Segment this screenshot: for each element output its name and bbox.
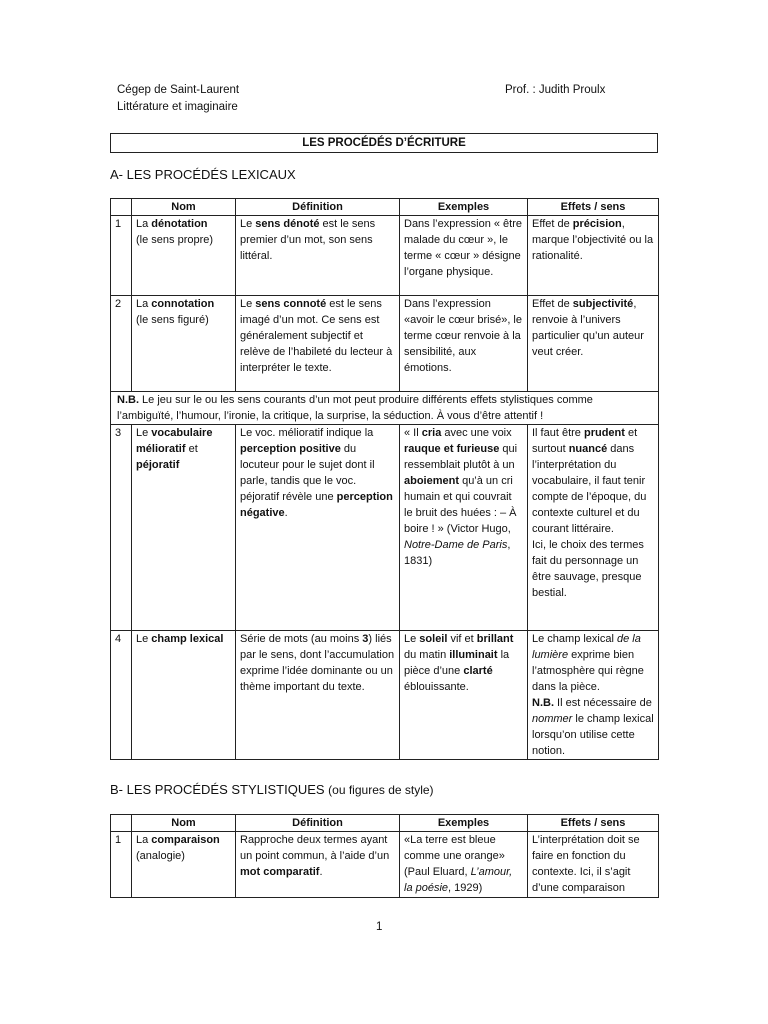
stylistic-devices-table [110, 814, 659, 898]
effect-cell: Effet de subjectivité, renvoie à l’univers particulier qu’un auteur veut créer. [528, 296, 659, 392]
column-header: Exemples [400, 815, 528, 832]
table-header-row [111, 815, 659, 832]
row-number: 2 [111, 296, 132, 392]
table-row [111, 425, 659, 631]
page-number: 1 [376, 921, 383, 933]
example-cell: «La terre est bleue comme une orange» (Paul Eluard, L’amour, la poésie, 1929) [400, 832, 528, 898]
school-name: Cégep de Saint-Laurent [117, 84, 240, 96]
term-cell: La connotation (le sens figuré) [132, 296, 236, 392]
lexical-devices-table [110, 198, 659, 760]
definition-cell: Le sens dénoté est le sens premier d’un mot, son sens littéral. [236, 216, 400, 296]
note-text: N.B. Le jeu sur le ou les sens courants d’un mot peut produire différents effets stylistiques comme l’ambiguïté, l’humour, l’ironie, la critique, la surprise, la séduction. À vous d’être attentif ! [111, 392, 659, 425]
header-left [117, 82, 239, 116]
column-header: Nom [132, 815, 236, 832]
definition-cell: Rapproche deux termes ayant un point commun, à l’aide d’un mot comparatif. [236, 832, 400, 898]
section-b-title [110, 782, 434, 797]
teacher-name: Prof. : Judith Proulx [505, 84, 606, 96]
note-row [111, 392, 659, 425]
column-header: Effets / sens [528, 815, 659, 832]
document-title: LES PROCÉDÉS D’ÉCRITURE [110, 133, 658, 153]
table-header-row [111, 199, 659, 216]
section-a-title: A- LES PROCÉDÉS LEXICAUX [110, 167, 296, 182]
example-cell: Dans l’expression «avoir le cœur brisé», le terme cœur renvoie à la sensibilité, aux émotions. [400, 296, 528, 392]
effect-cell: Le champ lexical de la lumière exprime bien l’atmosphère qui règne dans la pièce. N.B. Il est nécessaire de nommer le champ lexical lorsqu’on utilise cette notion. [528, 631, 659, 760]
table-row [111, 216, 659, 296]
example-cell: Le soleil vif et brillant du matin illuminait la pièce d’une clarté éblouissante. [400, 631, 528, 760]
effect-cell: Il faut être prudent et surtout nuancé dans l’interprétation du vocabulaire, il faut tenir compte de l’époque, du contexte culturel et du courant littéraire. Ici, le choix des termes fait du personnage un être sauvage, presque bestial. [528, 425, 659, 631]
column-header: Définition [236, 199, 400, 216]
column-header: Nom [132, 199, 236, 216]
row-number: 1 [111, 832, 132, 898]
term-cell: Le vocabulaire mélioratif et péjoratif [132, 425, 236, 631]
row-number: 1 [111, 216, 132, 296]
row-number: 3 [111, 425, 132, 631]
section-b-subtitle: (ou figures de style) [328, 783, 434, 797]
row-number: 4 [111, 631, 132, 760]
effect-cell: L’interprétation doit se faire en fonction du contexte. Ici, il s’agit d’une comparaison [528, 832, 659, 898]
table-row [111, 631, 659, 760]
example-cell: Dans l’expression « être malade du cœur », le terme « cœur » désigne l’organe physique. [400, 216, 528, 296]
definition-cell: Série de mots (au moins 3) liés par le sens, dont l’accumulation exprime l’idée dominante ou un thème important du texte. [236, 631, 400, 760]
column-header: Exemples [400, 199, 528, 216]
example-cell: « Il cria avec une voix rauque et furieuse qui ressemblait plutôt à un aboiement qu’à un cri humain et qui couvrait le bruit des huées : – À boire ! » (Victor Hugo, Notre-Dame de Paris, 1831) [400, 425, 528, 631]
table-row [111, 296, 659, 392]
term-cell: La comparaison (analogie) [132, 832, 236, 898]
definition-cell: Le sens connoté est le sens imagé d’un mot. Ce sens est généralement subjectif et relève de l’habileté du lecteur à interpréter le texte. [236, 296, 400, 392]
term-cell: La dénotation (le sens propre) [132, 216, 236, 296]
column-header: Effets / sens [528, 199, 659, 216]
course-name: Littérature et imaginaire [117, 101, 238, 113]
definition-cell: Le voc. mélioratif indique la perception positive du locuteur pour le sujet dont il parle, tandis que le voc. péjoratif révèle une perception négative. [236, 425, 400, 631]
section-b-title-main: B- LES PROCÉDÉS STYLISTIQUES [110, 782, 329, 797]
effect-cell: Effet de précision, marque l’objectivité ou la rationalité. [528, 216, 659, 296]
column-header: Définition [236, 815, 400, 832]
table-row [111, 832, 659, 898]
term-cell: Le champ lexical [132, 631, 236, 760]
